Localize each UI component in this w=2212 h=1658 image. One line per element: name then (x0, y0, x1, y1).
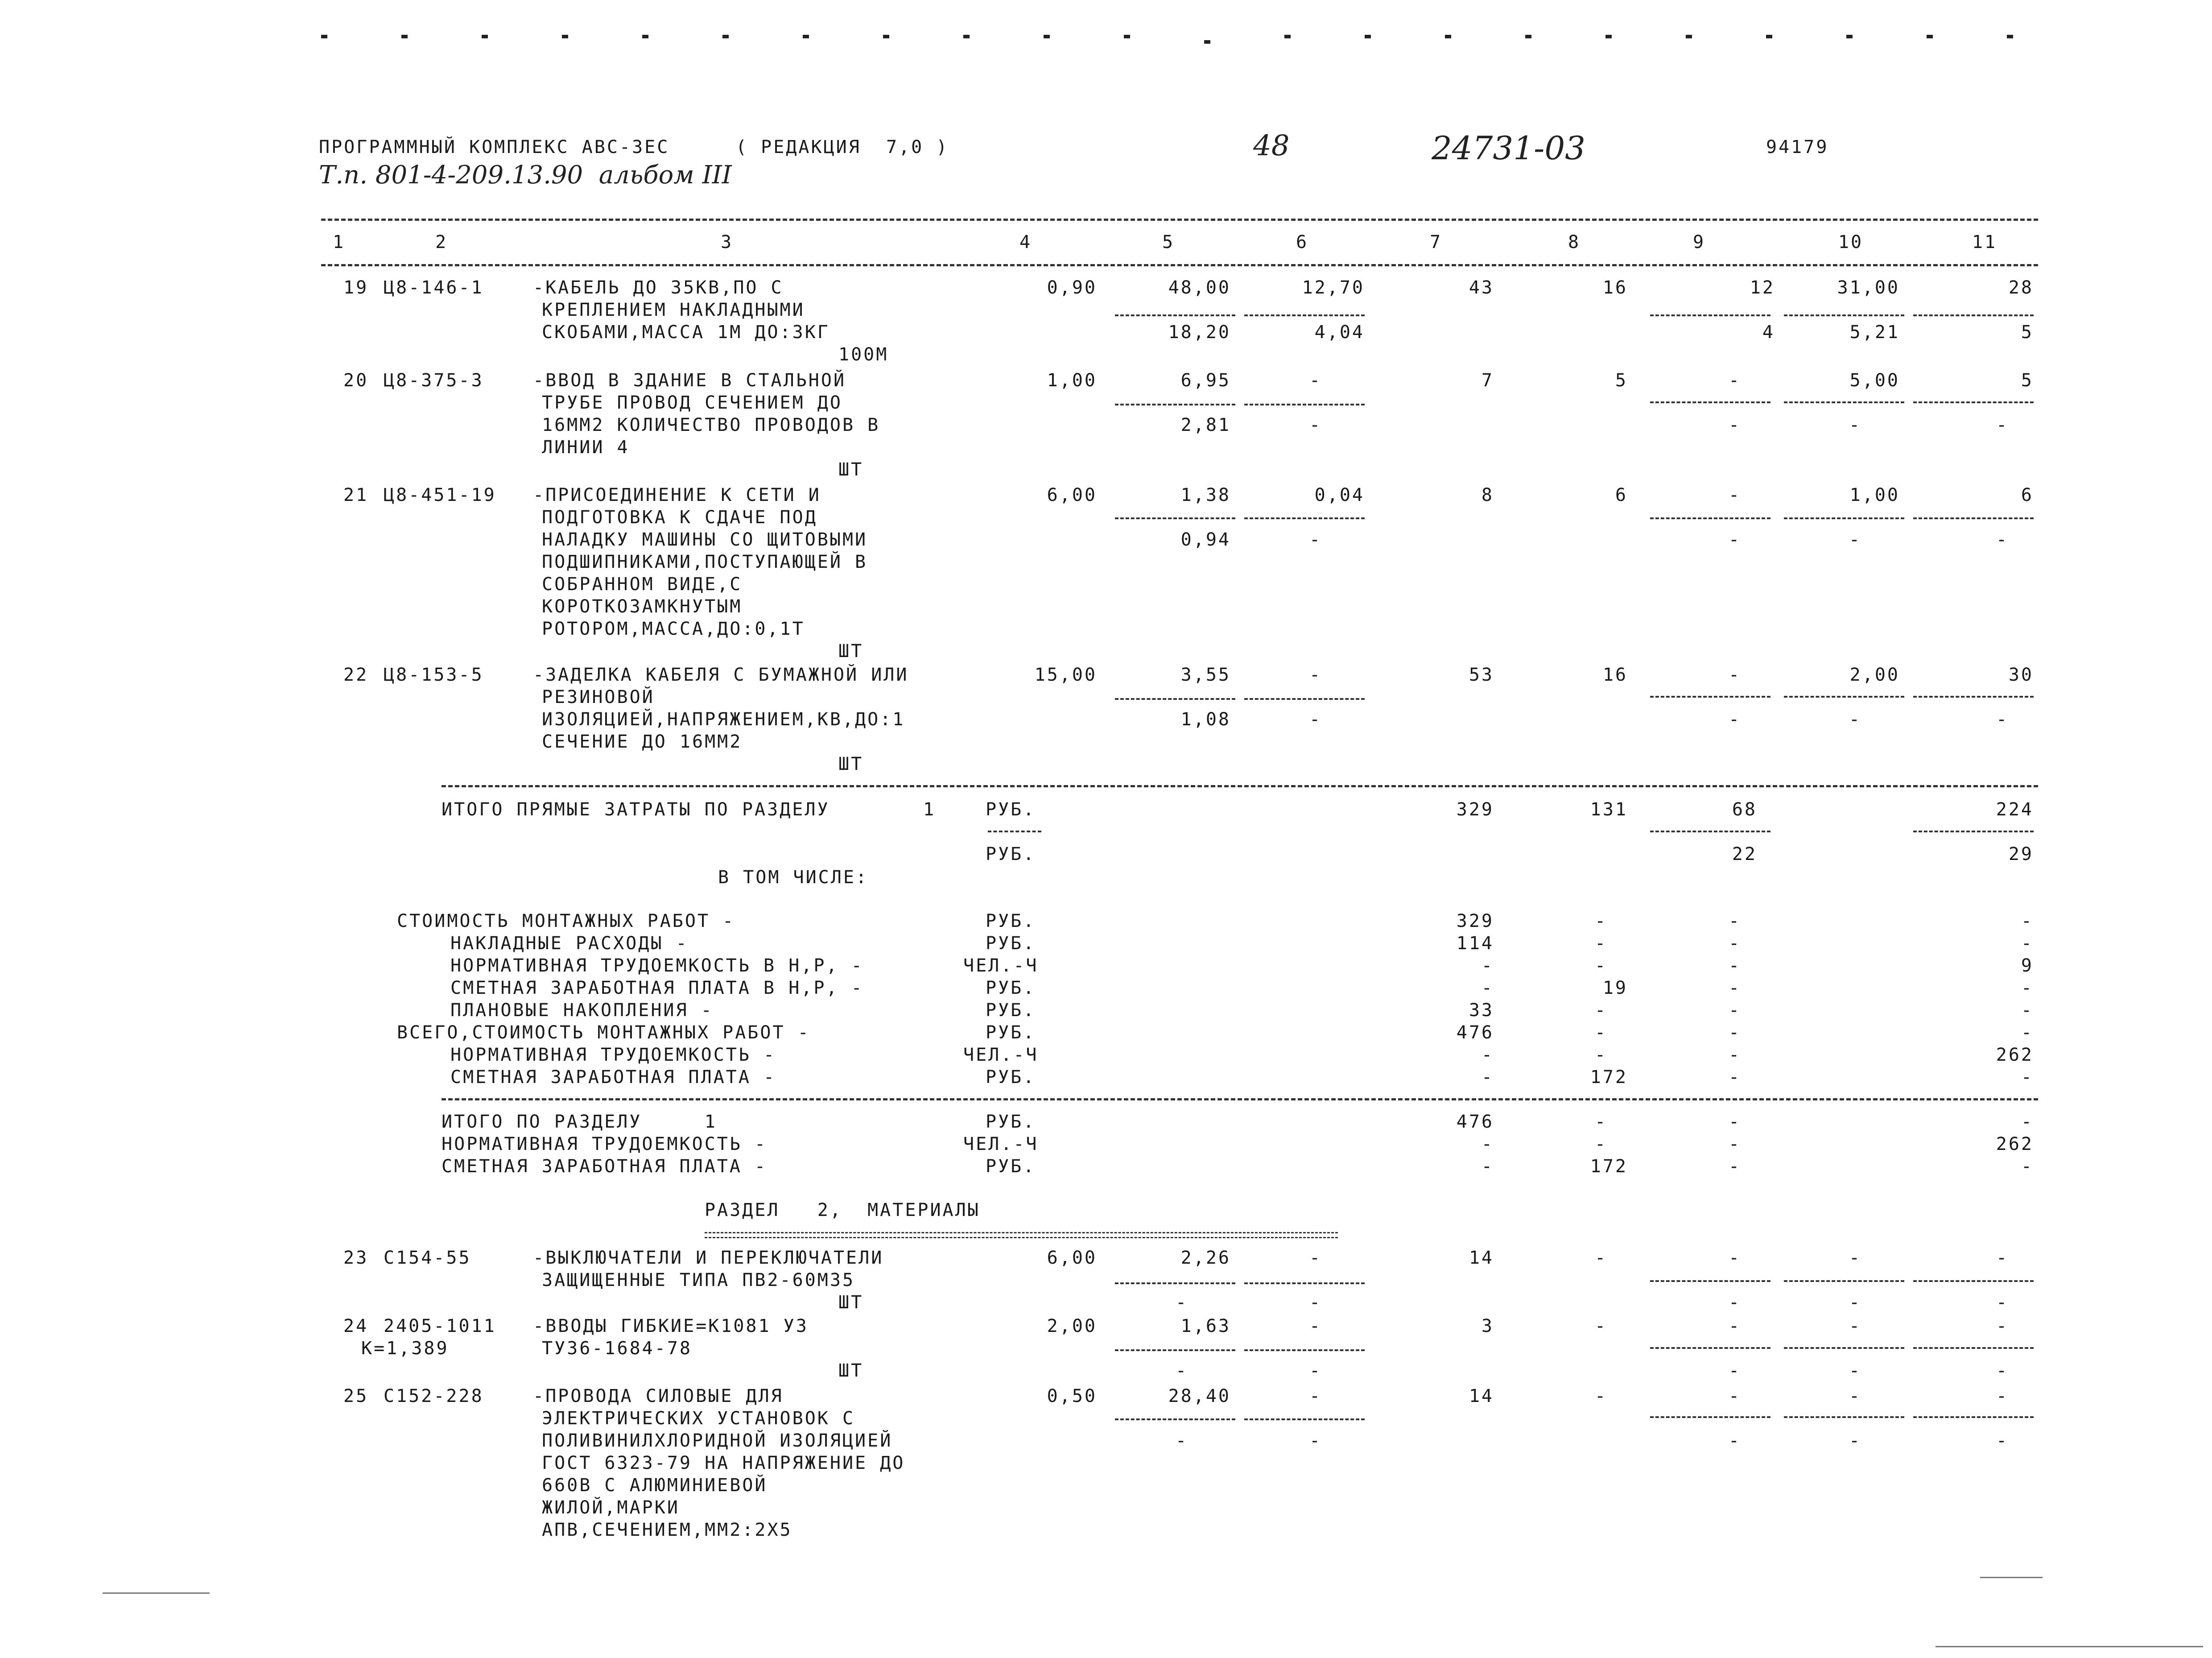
row-code: С154-55 (384, 1248, 471, 1268)
cell-labor-machine-total: 5 (2021, 322, 2034, 343)
summary-wage: - (1594, 911, 1608, 931)
row-number: 23 (343, 1248, 369, 1268)
row-code: С152-228 (384, 1386, 484, 1406)
section-heading: РАЗДЕЛ 2, МАТЕРИАЛЫ (705, 1200, 980, 1220)
cell-price-wage: - (1175, 1431, 1189, 1451)
cell-labor-total: 28 (2008, 277, 2034, 298)
grand-total-machine: - (1728, 1134, 1742, 1154)
summary-machine: - (1728, 1000, 1742, 1021)
row-description: -КАБЕЛЬ ДО 35КВ,ПО С (533, 277, 784, 298)
row-description: -ВЫКЛЮЧАТЕЛИ И ПЕРЕКЛЮЧАТЕЛИ (533, 1248, 884, 1268)
cell-machine-wage-total: - (1728, 529, 1742, 550)
row-description: -ПРОВОДА СИЛОВЫЕ ДЛЯ (533, 1386, 784, 1406)
row-code: 2405-1011 (384, 1316, 496, 1336)
row-description: СКОБАМИ,МАССА 1М ДО:3КГ (542, 322, 830, 343)
row-description: ГОСТ 6323-79 НА НАПРЯЖЕНИЕ ДО (542, 1453, 905, 1473)
cell-total: 3 (1481, 1316, 1494, 1336)
cell-price: 1,63 (1180, 1316, 1231, 1336)
cell-machine-wage-total: - (1728, 415, 1742, 435)
row-code: Ц8-153-5 (384, 665, 484, 685)
summary-machine: - (1728, 1022, 1742, 1043)
summary-unit: РУБ. (986, 1022, 1036, 1043)
summary-total: - (1481, 955, 1494, 976)
row-description: ЖИЛОЙ,МАРКИ (542, 1497, 680, 1518)
row-description: ЭЛЕКТРИЧЕСКИХ УСТАНОВОК С (542, 1408, 855, 1429)
summary-machine: - (1728, 933, 1742, 954)
margin-mark (1980, 1577, 2043, 1578)
cell-labor-machine-total: - (1996, 1360, 2009, 1381)
cell-labor-machine-total: - (1996, 709, 2009, 730)
cell-labor-machine: 5,21 (1849, 322, 1900, 343)
totals-machine-wage: 22 (1732, 844, 1757, 864)
program-title: ПРОГРАММНЫЙ КОМПЛЕКС АВС-3ЕС (319, 137, 670, 157)
row-description: ИЗОЛЯЦИЕЙ,НАПРЯЖЕНИЕМ,КВ,ДО:1 (542, 709, 905, 730)
cell-qty: 6,00 (1047, 485, 1097, 505)
summary-unit: РУБ. (986, 1067, 1036, 1087)
grand-total-label: НОРМАТИВНАЯ ТРУДОЕМКОСТЬ - (442, 1134, 768, 1154)
row-unit: 100М (838, 344, 889, 365)
row-description: ПОЛИВИНИЛХЛОРИДНОЙ ИЗОЛЯЦИЕЙ (542, 1431, 893, 1451)
column-header: 8 (1568, 232, 1581, 252)
summary-unit: РУБ. (986, 1000, 1036, 1021)
row-description: 660В С АЛЮМИНИЕВОЙ (542, 1475, 768, 1496)
row-description: ЛИНИИ 4 (542, 437, 630, 458)
cell-total: 7 (1481, 370, 1494, 391)
handwritten-reference: Т.п. 801-4-209.13.90 альбом III (319, 161, 732, 190)
cell-machine-total: - (1728, 485, 1742, 505)
cell-price: 28,40 (1168, 1386, 1231, 1406)
cell-total: 53 (1469, 665, 1494, 685)
totals-unit: РУБ. (986, 799, 1036, 820)
row-description: -ПРИСОЕДИНЕНИЕ К СЕТИ И (533, 485, 821, 505)
cell-labor-total: 5 (2021, 370, 2034, 391)
cell-machine-wage: - (1309, 1292, 1322, 1313)
cell-machine-wage-total: 4 (1762, 322, 1775, 343)
cell-qty: 6,00 (1047, 1248, 1097, 1268)
summary-unit: РУБ. (986, 911, 1036, 931)
cell-labor: 2,00 (1849, 665, 1900, 685)
cell-labor-machine: - (1849, 1431, 1862, 1451)
summary-total: 33 (1469, 1000, 1494, 1021)
row-number: 24 (343, 1316, 369, 1336)
cell-wage: - (1594, 1386, 1608, 1406)
row-unit: ШТ (838, 754, 864, 774)
row-description: АПВ,СЕЧЕНИЕМ,ММ2:2Х5 (542, 1520, 792, 1540)
summary-label: НАКЛАДНЫЕ РАСХОДЫ - (450, 933, 689, 954)
margin-mark (103, 1592, 210, 1594)
cell-labor: 1,00 (1849, 485, 1900, 505)
cell-labor-machine: - (1849, 529, 1862, 550)
margin-mark (1936, 1646, 2203, 1647)
cell-machine-total: 12 (1750, 277, 1775, 298)
cell-machine: - (1309, 1248, 1322, 1268)
cell-labor: 31,00 (1837, 277, 1900, 298)
edition-label: ( РЕДАКЦИЯ 7,0 ) (736, 137, 949, 157)
summary-labor: - (2021, 933, 2034, 954)
cell-machine-wage: - (1309, 1431, 1322, 1451)
row-unit: ШТ (838, 641, 864, 662)
summary-labor: 9 (2021, 955, 2034, 976)
row-number: 19 (343, 277, 369, 298)
summary-total: - (1481, 1045, 1494, 1065)
totals-wage: 131 (1590, 799, 1628, 820)
row-unit: ШТ (838, 459, 864, 480)
cell-qty: 1,00 (1047, 370, 1097, 391)
grand-total-wage: - (1594, 1112, 1608, 1132)
cell-price-wage: 1,08 (1180, 709, 1231, 730)
cell-machine-wage-total: - (1728, 1360, 1742, 1381)
totals-unit: РУБ. (986, 844, 1036, 864)
cell-qty: 0,50 (1047, 1386, 1097, 1406)
cell-machine: - (1309, 1386, 1322, 1406)
summary-machine: - (1728, 911, 1742, 931)
summary-labor: - (2021, 1022, 2034, 1043)
summary-unit: РУБ. (986, 978, 1036, 998)
row-description: РЕЗИНОВОЙ (542, 687, 655, 707)
column-header: 2 (435, 232, 448, 252)
cell-labor-machine-total: - (1996, 415, 2009, 435)
summary-total: 329 (1456, 911, 1494, 931)
cell-machine-wage: - (1309, 529, 1322, 550)
cell-price: 2,26 (1180, 1248, 1231, 1268)
summary-wage: - (1594, 955, 1608, 976)
grand-total-labor: - (2021, 1112, 2034, 1132)
cell-machine-wage-total: - (1728, 709, 1742, 730)
cell-price-wage: 0,94 (1180, 529, 1231, 550)
cell-total: 43 (1469, 277, 1494, 298)
cell-price: 6,95 (1180, 370, 1231, 391)
summary-total: 114 (1456, 933, 1494, 954)
cell-labor-machine: - (1849, 1360, 1862, 1381)
grand-total-unit: РУБ. (986, 1112, 1036, 1132)
column-header: 6 (1296, 232, 1309, 252)
cell-wage: 5 (1615, 370, 1628, 391)
summary-wage: - (1594, 1000, 1608, 1021)
grand-total-wage: - (1594, 1134, 1608, 1154)
cell-wage: - (1594, 1248, 1608, 1268)
row-number: 25 (343, 1386, 369, 1406)
summary-wage: 172 (1590, 1067, 1628, 1087)
row-description: -ЗАДЕЛКА КАБЕЛЯ С БУМАЖНОЙ ИЛИ (533, 665, 909, 685)
cell-price-wage: 18,20 (1168, 322, 1231, 343)
row-code: Ц8-451-19 (384, 485, 496, 505)
including-heading: В ТОМ ЧИСЛЕ: (718, 867, 868, 888)
grand-total-label: ИТОГО ПО РАЗДЕЛУ 1 (442, 1112, 717, 1132)
cell-total: 8 (1481, 485, 1494, 505)
grand-total-label: СМЕТНАЯ ЗАРАБОТНАЯ ПЛАТА - (442, 1156, 768, 1177)
column-header: 9 (1692, 232, 1706, 252)
cell-machine-total: - (1728, 1248, 1742, 1268)
grand-total-machine: - (1728, 1156, 1742, 1177)
cell-price-wage: 2,81 (1180, 415, 1231, 435)
grand-total-unit: РУБ. (986, 1156, 1036, 1177)
totals-labor-machine: 29 (2008, 844, 2034, 864)
cell-price-wage: - (1175, 1360, 1189, 1381)
cell-wage: 16 (1602, 277, 1628, 298)
summary-labor: - (2021, 978, 2034, 998)
totals-machine: 68 (1732, 799, 1757, 820)
summary-machine: - (1728, 1045, 1742, 1065)
cell-labor-machine: - (1849, 415, 1862, 435)
document-code: 24731-03 (1432, 129, 1585, 167)
grand-total-wage: 172 (1590, 1156, 1628, 1177)
cell-total: 14 (1469, 1248, 1494, 1268)
cell-price: 3,55 (1180, 665, 1231, 685)
separator-line (442, 785, 2038, 787)
row-description: ТУ36-1684-78 (542, 1338, 692, 1359)
row-description: НАЛАДКУ МАШИНЫ СО ЩИТОВЫМИ (542, 529, 868, 550)
cell-labor-machine-total: - (1996, 1431, 2009, 1451)
summary-wage: - (1594, 933, 1608, 954)
totals-section-number: 1 (923, 799, 936, 820)
totals-labor: 224 (1996, 799, 2034, 820)
summary-label: ПЛАНОВЫЕ НАКОПЛЕНИЯ - (450, 1000, 714, 1021)
row-description: ПОДШИПНИКАМИ,ПОСТУПАЮЩЕЙ В (542, 552, 868, 572)
cell-machine-wage: - (1309, 415, 1322, 435)
summary-labor: - (2021, 1067, 2034, 1087)
grand-total-machine: - (1728, 1112, 1742, 1132)
cell-wage: 6 (1615, 485, 1628, 505)
totals-label: ИТОГО ПРЯМЫЕ ЗАТРАТЫ ПО РАЗДЕЛУ (442, 799, 830, 820)
row-description: ПОДГОТОВКА К СДАЧЕ ПОД (542, 507, 817, 528)
summary-labor: - (2021, 911, 2034, 931)
cell-wage: - (1594, 1316, 1608, 1336)
grand-total-total: 476 (1456, 1112, 1494, 1132)
summary-total: 476 (1456, 1022, 1494, 1043)
cell-qty: 15,00 (1034, 665, 1097, 685)
summary-machine: - (1728, 978, 1742, 998)
row-description: ЗАЩИЩЕННЫЕ ТИПА ПВ2-60М35 (542, 1270, 855, 1290)
summary-labor: 262 (1996, 1045, 2034, 1065)
code-number: 94179 (1766, 137, 1829, 157)
grand-total-labor: - (2021, 1156, 2034, 1177)
cell-machine-wage: - (1309, 709, 1322, 730)
row-code: Ц8-146-1 (384, 277, 484, 298)
cell-machine: 0,04 (1314, 485, 1365, 505)
cell-machine: - (1309, 1316, 1322, 1336)
cell-labor-total: - (1996, 1386, 2009, 1406)
column-header: 1 (332, 232, 346, 252)
cell-machine-wage-total: - (1728, 1292, 1742, 1313)
row-description: КОРОТКОЗАМКНУТЫМ (542, 596, 743, 617)
summary-total: - (1481, 1067, 1494, 1087)
row-description: ТРУБЕ ПРОВОД СЕЧЕНИЕМ ДО (542, 393, 842, 413)
summary-machine: - (1728, 1067, 1742, 1087)
cell-wage: 16 (1602, 665, 1628, 685)
cell-machine-total: - (1728, 1316, 1742, 1336)
summary-label: СМЕТНАЯ ЗАРАБОТНАЯ ПЛАТА В Н,Р, - (450, 978, 864, 998)
summary-unit: ЧЕЛ.-Ч (963, 955, 1039, 976)
summary-unit: ЧЕЛ.-Ч (963, 1045, 1039, 1065)
row-unit: ШТ (838, 1292, 864, 1313)
summary-unit: РУБ. (986, 933, 1036, 954)
cell-qty: 0,90 (1047, 277, 1097, 298)
cell-machine: - (1309, 665, 1322, 685)
cell-labor-machine: - (1849, 1292, 1862, 1313)
cell-machine-wage: - (1309, 1360, 1322, 1381)
row-description: СЕЧЕНИЕ ДО 16ММ2 (542, 732, 743, 752)
separator-line (321, 264, 2038, 266)
cell-labor: - (1849, 1316, 1862, 1336)
cell-labor: - (1849, 1386, 1862, 1406)
cell-total: 14 (1469, 1386, 1494, 1406)
summary-label: НОРМАТИВНАЯ ТРУДОЕМКОСТЬ - (450, 1045, 776, 1065)
grand-total-total: - (1481, 1134, 1494, 1154)
grand-total-labor: 262 (1996, 1134, 2034, 1154)
grand-total-total: - (1481, 1156, 1494, 1177)
row-number: 22 (343, 665, 369, 685)
row-description: 16ММ2 КОЛИЧЕСТВО ПРОВОДОВ В (542, 415, 880, 435)
row-unit: ШТ (838, 1360, 864, 1381)
row-number: 21 (343, 485, 369, 505)
cell-labor-total: - (1996, 1316, 2009, 1336)
column-header: 5 (1162, 232, 1175, 252)
cell-machine: - (1309, 370, 1322, 391)
cell-machine-total: - (1728, 370, 1742, 391)
column-header: 10 (1838, 232, 1864, 252)
row-description: РОТОРОМ,МАССА,ДО:0,1Т (542, 619, 805, 639)
page-number: 48 (1253, 129, 1290, 162)
cell-machine-wage: 4,04 (1314, 322, 1365, 343)
column-header: 7 (1429, 232, 1443, 252)
summary-labor: - (2021, 1000, 2034, 1021)
summary-label: СМЕТНАЯ ЗАРАБОТНАЯ ПЛАТА - (450, 1067, 776, 1087)
row-number: 20 (343, 370, 369, 391)
cell-machine-total: - (1728, 665, 1742, 685)
double-underline (705, 1232, 1338, 1238)
column-header: 4 (1019, 232, 1032, 252)
cell-labor-machine-total: - (1996, 529, 2009, 550)
separator-line (442, 1098, 2038, 1100)
row-description: КРЕПЛЕНИЕМ НАКЛАДНЫМИ (542, 300, 805, 320)
cell-labor: 5,00 (1849, 370, 1900, 391)
row-code: Ц8-375-3 (384, 370, 484, 391)
summary-machine: - (1728, 955, 1742, 976)
row-description: -ВВОД В ЗДАНИЕ В СТАЛЬНОЙ (533, 370, 846, 391)
cell-machine: 12,70 (1302, 277, 1365, 298)
column-header: 3 (720, 232, 734, 252)
column-header: 11 (1972, 232, 1997, 252)
totals-total: 329 (1456, 799, 1494, 820)
grand-total-unit: ЧЕЛ.-Ч (963, 1134, 1039, 1154)
row-coefficient: К=1,389 (361, 1338, 449, 1359)
cell-price-wage: - (1175, 1292, 1189, 1313)
summary-label: СТОИМОСТЬ МОНТАЖНЫХ РАБОТ - (397, 911, 735, 931)
summary-wage: - (1594, 1045, 1608, 1065)
cell-price: 48,00 (1168, 277, 1231, 298)
summary-wage: - (1594, 1022, 1608, 1043)
cell-labor-machine-total: - (1996, 1292, 2009, 1313)
row-description: СОБРАННОМ ВИДЕ,С (542, 574, 743, 595)
summary-label: НОРМАТИВНАЯ ТРУДОЕМКОСТЬ В Н,Р, - (450, 955, 864, 976)
cell-labor-total: 30 (2008, 665, 2034, 685)
cell-price: 1,38 (1180, 485, 1231, 505)
row-description: -ВВОДЫ ГИБКИЕ=К1081 У3 (533, 1316, 809, 1336)
cell-labor-total: - (1996, 1248, 2009, 1268)
cell-machine-wage-total: - (1728, 1431, 1742, 1451)
separator-line (321, 219, 2038, 221)
cell-qty: 2,00 (1047, 1316, 1097, 1336)
summary-total: - (1481, 978, 1494, 998)
cell-labor-machine: - (1849, 709, 1862, 730)
summary-label: ВСЕГО,СТОИМОСТЬ МОНТАЖНЫХ РАБОТ - (397, 1022, 810, 1043)
cell-labor: - (1849, 1248, 1862, 1268)
cell-machine-total: - (1728, 1386, 1742, 1406)
cell-labor-total: 6 (2021, 485, 2034, 505)
summary-wage: 19 (1602, 978, 1628, 998)
